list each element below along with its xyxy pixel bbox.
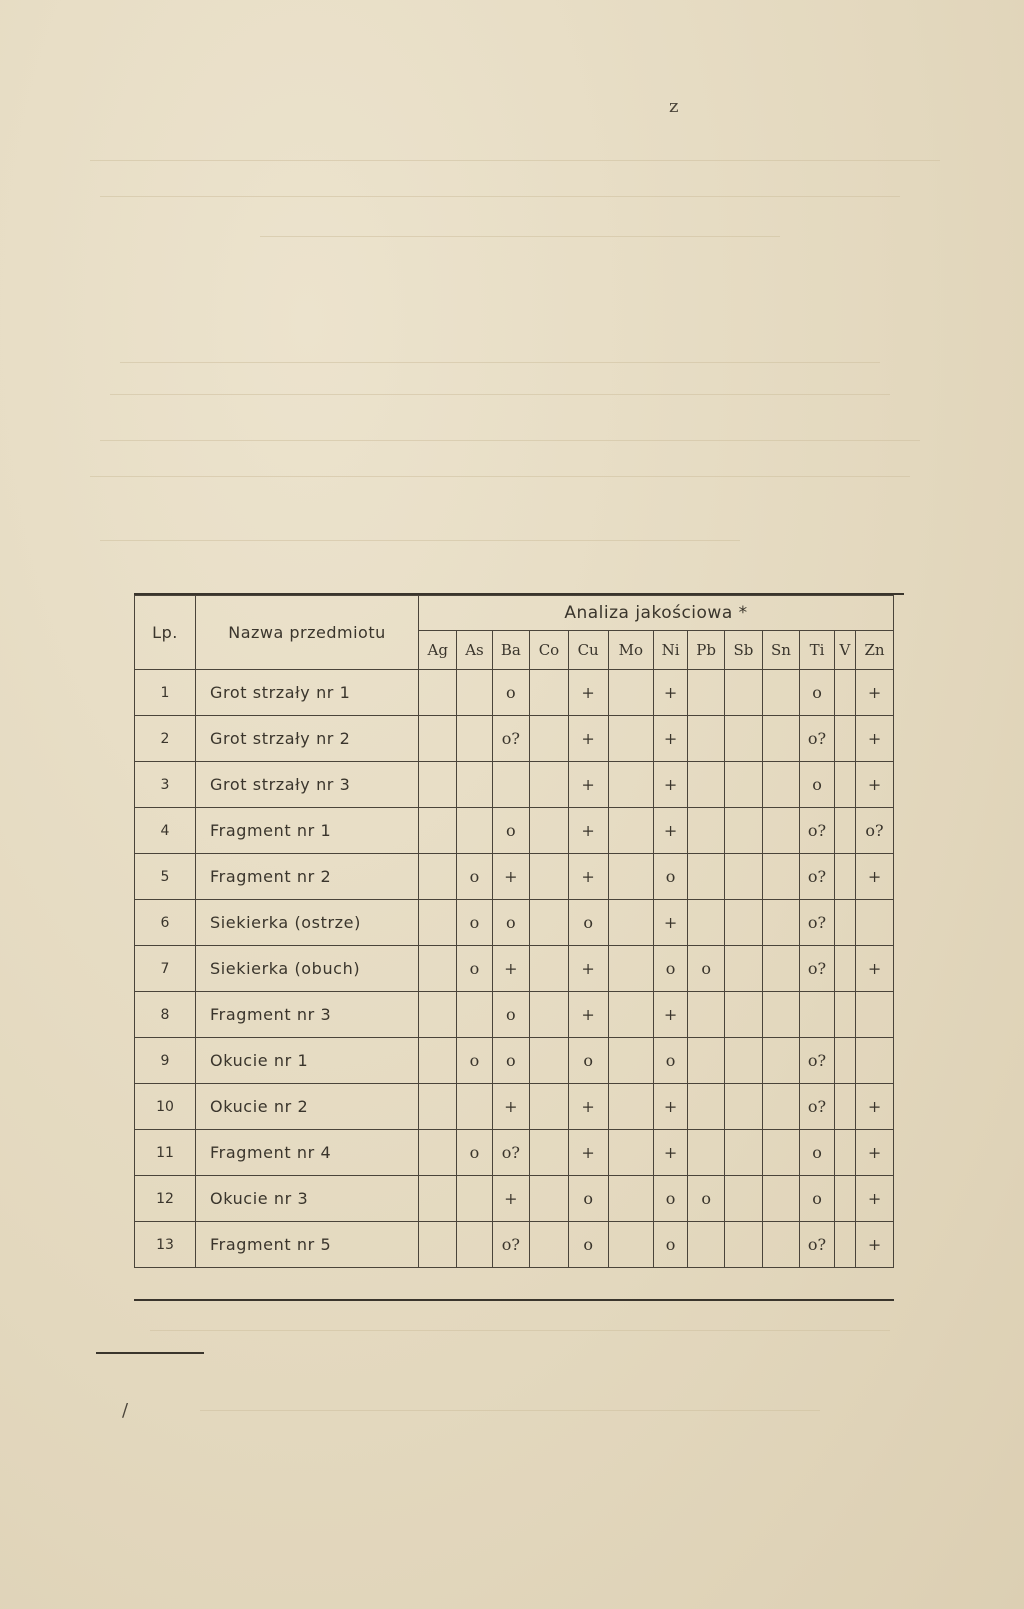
cell-sn: [762, 808, 800, 854]
cell-as: [457, 808, 492, 854]
item-name: Okucie nr 3: [196, 1176, 419, 1222]
cell-ba: o: [492, 900, 530, 946]
cell-ti: o: [800, 762, 834, 808]
cell-cu: +: [568, 808, 608, 854]
item-name: Grot strzały nr 3: [196, 762, 419, 808]
cell-v: [834, 716, 855, 762]
cell-sn: [762, 1130, 800, 1176]
header-analysis-group: Analiza jakościowa *: [419, 596, 894, 631]
cell-ag: [419, 1084, 457, 1130]
cell-v: [834, 1038, 855, 1084]
cell-cu: o: [568, 1038, 608, 1084]
cell-ag: [419, 808, 457, 854]
cell-cu: +: [568, 670, 608, 716]
cell-ag: [419, 1130, 457, 1176]
cell-pb: [688, 1084, 725, 1130]
cell-zn: [856, 992, 894, 1038]
cell-zn: +: [856, 670, 894, 716]
cell-mo: [608, 762, 654, 808]
cell-mo: [608, 808, 654, 854]
cell-co: [530, 1130, 569, 1176]
cell-v: [834, 1222, 855, 1268]
bleed-through-line: [90, 476, 910, 477]
cell-as: o: [457, 1130, 492, 1176]
table-row: [135, 808, 894, 854]
row-number: 4: [135, 808, 196, 854]
cell-pb: [688, 716, 725, 762]
cell-ti: o: [800, 1176, 834, 1222]
cell-v: [834, 854, 855, 900]
cell-cu: +: [568, 1130, 608, 1176]
cell-as: o: [457, 1038, 492, 1084]
row-number: 6: [135, 900, 196, 946]
header-element-cu: Cu: [568, 631, 608, 670]
analysis-table: [134, 595, 894, 1268]
cell-sn: [762, 1176, 800, 1222]
cell-ni: o: [654, 854, 688, 900]
cell-ag: [419, 1222, 457, 1268]
table-row: [135, 1084, 894, 1130]
cell-v: [834, 1130, 855, 1176]
cell-ag: [419, 1176, 457, 1222]
cell-ti: [800, 992, 834, 1038]
bleed-through-line: [110, 394, 890, 395]
cell-ba: +: [492, 1084, 530, 1130]
cell-sn: [762, 1038, 800, 1084]
cell-ti: o: [800, 1130, 834, 1176]
cell-ti: o?: [800, 1222, 834, 1268]
cell-pb: [688, 1130, 725, 1176]
cell-ba: o?: [492, 716, 530, 762]
header-element-ba: Ba: [492, 631, 530, 670]
item-name: Grot strzały nr 1: [196, 670, 419, 716]
cell-mo: [608, 900, 654, 946]
cell-co: [530, 716, 569, 762]
cell-ti: o?: [800, 716, 834, 762]
header-element-v: V: [834, 631, 855, 670]
cell-cu: +: [568, 946, 608, 992]
table-bottom-rule: [134, 1299, 894, 1301]
cell-ni: o: [654, 1038, 688, 1084]
cell-ni: o: [654, 1176, 688, 1222]
header-element-zn: Zn: [856, 631, 894, 670]
cell-ni: o: [654, 946, 688, 992]
header-element-as: As: [457, 631, 492, 670]
cell-ti: o: [800, 670, 834, 716]
table-body: [135, 670, 894, 1268]
item-name: Fragment nr 1: [196, 808, 419, 854]
cell-ag: [419, 716, 457, 762]
cell-zn: [856, 900, 894, 946]
cell-pb: [688, 992, 725, 1038]
cell-v: [834, 670, 855, 716]
cell-as: o: [457, 854, 492, 900]
table-row: [135, 1038, 894, 1084]
cell-zn: +: [856, 762, 894, 808]
item-name: Siekierka (obuch): [196, 946, 419, 992]
cell-co: [530, 1038, 569, 1084]
cell-sn: [762, 1084, 800, 1130]
header-element-ni: Ni: [654, 631, 688, 670]
cell-pb: [688, 670, 725, 716]
item-name: Okucie nr 2: [196, 1084, 419, 1130]
header-element-mo: Mo: [608, 631, 654, 670]
row-number: 1: [135, 670, 196, 716]
cell-ni: +: [654, 670, 688, 716]
bleed-through-line: [100, 196, 900, 197]
bleed-through-line: [100, 440, 920, 441]
cell-mo: [608, 1084, 654, 1130]
cell-co: [530, 992, 569, 1038]
cell-ni: +: [654, 762, 688, 808]
cell-as: [457, 1222, 492, 1268]
row-number: 13: [135, 1222, 196, 1268]
cell-ag: [419, 854, 457, 900]
cell-mo: [608, 1176, 654, 1222]
cell-pb: [688, 762, 725, 808]
cell-cu: +: [568, 1084, 608, 1130]
cell-pb: [688, 854, 725, 900]
cell-v: [834, 992, 855, 1038]
cell-co: [530, 808, 569, 854]
bleed-through-line: [150, 1330, 890, 1331]
cell-sn: [762, 854, 800, 900]
cell-mo: [608, 1038, 654, 1084]
table-row: [135, 670, 894, 716]
cell-sb: [725, 854, 763, 900]
cell-ti: o?: [800, 946, 834, 992]
cell-mo: [608, 716, 654, 762]
cell-ni: +: [654, 992, 688, 1038]
bleed-through-line: [90, 160, 940, 161]
cell-sb: [725, 992, 763, 1038]
cell-ti: o?: [800, 808, 834, 854]
row-number: 8: [135, 992, 196, 1038]
header-element-co: Co: [530, 631, 569, 670]
cell-co: [530, 1084, 569, 1130]
cell-zn: +: [856, 854, 894, 900]
table-row: [135, 854, 894, 900]
cell-ag: [419, 992, 457, 1038]
cell-zn: +: [856, 1176, 894, 1222]
cell-ti: o?: [800, 854, 834, 900]
cell-sb: [725, 900, 763, 946]
cell-as: [457, 670, 492, 716]
cell-mo: [608, 854, 654, 900]
cell-pb: [688, 900, 725, 946]
cell-cu: +: [568, 716, 608, 762]
cell-co: [530, 854, 569, 900]
cell-cu: o: [568, 1176, 608, 1222]
row-number: 10: [135, 1084, 196, 1130]
cell-as: [457, 992, 492, 1038]
cell-v: [834, 1084, 855, 1130]
cell-cu: o: [568, 1222, 608, 1268]
item-name: Fragment nr 5: [196, 1222, 419, 1268]
cell-co: [530, 670, 569, 716]
table-row: [135, 762, 894, 808]
cell-sb: [725, 762, 763, 808]
bleed-through-line: [260, 236, 780, 237]
cell-sn: [762, 1222, 800, 1268]
row-number: 2: [135, 716, 196, 762]
cell-cu: +: [568, 854, 608, 900]
cell-ni: +: [654, 900, 688, 946]
row-number: 12: [135, 1176, 196, 1222]
cell-as: [457, 716, 492, 762]
cell-co: [530, 946, 569, 992]
item-name: Fragment nr 4: [196, 1130, 419, 1176]
cell-ba: o: [492, 1038, 530, 1084]
cell-co: [530, 1222, 569, 1268]
item-name: Fragment nr 2: [196, 854, 419, 900]
cell-ba: +: [492, 854, 530, 900]
table-row: [135, 992, 894, 1038]
cell-v: [834, 808, 855, 854]
cell-cu: +: [568, 762, 608, 808]
page-letter: z: [669, 96, 679, 117]
cell-ba: o?: [492, 1130, 530, 1176]
cell-sb: [725, 1084, 763, 1130]
item-name: Fragment nr 3: [196, 992, 419, 1038]
cell-v: [834, 762, 855, 808]
table-row: [135, 946, 894, 992]
header-element-ti: Ti: [800, 631, 834, 670]
cell-sb: [725, 1222, 763, 1268]
footnote-mark: /: [122, 1400, 129, 1421]
cell-ba: o: [492, 992, 530, 1038]
header-element-pb: Pb: [688, 631, 725, 670]
cell-zn: [856, 1038, 894, 1084]
bleed-through-line: [200, 1410, 820, 1411]
row-number: 5: [135, 854, 196, 900]
cell-mo: [608, 1222, 654, 1268]
cell-ni: +: [654, 1130, 688, 1176]
cell-mo: [608, 1130, 654, 1176]
header-element-sb: Sb: [725, 631, 763, 670]
cell-ag: [419, 670, 457, 716]
row-number: 3: [135, 762, 196, 808]
cell-sb: [725, 946, 763, 992]
header-lp: Lp.: [135, 596, 196, 670]
row-number: 7: [135, 946, 196, 992]
cell-co: [530, 762, 569, 808]
row-number: 9: [135, 1038, 196, 1084]
footnote-rule: [96, 1352, 204, 1354]
cell-co: [530, 900, 569, 946]
item-name: Siekierka (ostrze): [196, 900, 419, 946]
cell-pb: o: [688, 1176, 725, 1222]
cell-as: [457, 1084, 492, 1130]
cell-zn: +: [856, 946, 894, 992]
cell-ni: o: [654, 1222, 688, 1268]
cell-zn: o?: [856, 808, 894, 854]
table-row: [135, 1130, 894, 1176]
cell-mo: [608, 670, 654, 716]
cell-sb: [725, 716, 763, 762]
cell-co: [530, 1176, 569, 1222]
table-row: [135, 1222, 894, 1268]
cell-pb: [688, 1038, 725, 1084]
table-row: [135, 1176, 894, 1222]
cell-sb: [725, 1176, 763, 1222]
cell-ti: o?: [800, 900, 834, 946]
cell-ba: [492, 762, 530, 808]
bleed-through-line: [100, 540, 740, 541]
header-element-ag: Ag: [419, 631, 457, 670]
header-row-top: [135, 596, 894, 631]
cell-ag: [419, 900, 457, 946]
cell-sn: [762, 946, 800, 992]
cell-cu: o: [568, 900, 608, 946]
cell-ag: [419, 1038, 457, 1084]
header-name: Nazwa przedmiotu: [196, 596, 419, 670]
cell-mo: [608, 992, 654, 1038]
cell-v: [834, 946, 855, 992]
cell-ba: +: [492, 1176, 530, 1222]
cell-ba: o: [492, 670, 530, 716]
cell-sb: [725, 1038, 763, 1084]
cell-zn: +: [856, 1130, 894, 1176]
header-element-sn: Sn: [762, 631, 800, 670]
item-name: Okucie nr 1: [196, 1038, 419, 1084]
cell-sn: [762, 716, 800, 762]
cell-sb: [725, 1130, 763, 1176]
cell-ti: o?: [800, 1084, 834, 1130]
cell-ni: +: [654, 716, 688, 762]
table-row: [135, 716, 894, 762]
cell-mo: [608, 946, 654, 992]
table-row: [135, 900, 894, 946]
cell-sn: [762, 900, 800, 946]
row-number: 11: [135, 1130, 196, 1176]
cell-ti: o?: [800, 1038, 834, 1084]
cell-pb: [688, 1222, 725, 1268]
cell-as: o: [457, 946, 492, 992]
cell-ba: +: [492, 946, 530, 992]
cell-v: [834, 900, 855, 946]
cell-as: o: [457, 900, 492, 946]
cell-cu: +: [568, 992, 608, 1038]
cell-ba: o: [492, 808, 530, 854]
cell-sb: [725, 670, 763, 716]
cell-as: [457, 1176, 492, 1222]
cell-zn: +: [856, 716, 894, 762]
bleed-through-line: [120, 362, 880, 363]
cell-sn: [762, 762, 800, 808]
cell-sn: [762, 670, 800, 716]
cell-ni: +: [654, 808, 688, 854]
cell-v: [834, 1176, 855, 1222]
cell-as: [457, 762, 492, 808]
cell-ag: [419, 946, 457, 992]
cell-ni: +: [654, 1084, 688, 1130]
cell-pb: [688, 808, 725, 854]
cell-zn: +: [856, 1084, 894, 1130]
cell-sb: [725, 808, 763, 854]
cell-zn: +: [856, 1222, 894, 1268]
cell-sn: [762, 992, 800, 1038]
cell-ba: o?: [492, 1222, 530, 1268]
cell-pb: o: [688, 946, 725, 992]
item-name: Grot strzały nr 2: [196, 716, 419, 762]
cell-ag: [419, 762, 457, 808]
